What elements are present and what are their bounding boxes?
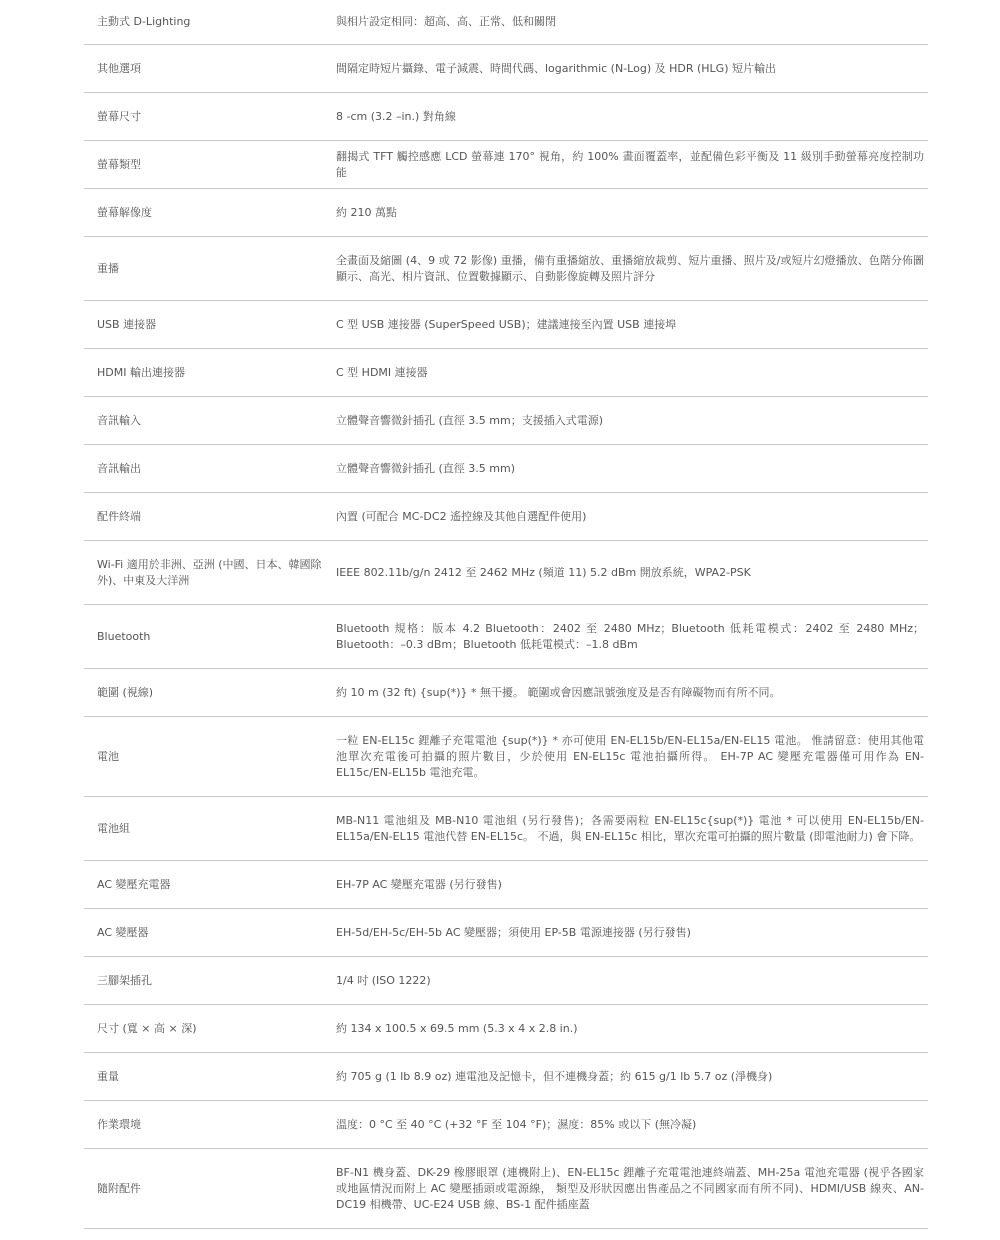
spec-label: Wi-Fi 適用於非洲、亞洲 (中國、日本、韓國除外)、中東及大洋洲 (97, 557, 322, 587)
spec-value: 8 -cm (3.2 –in.) 對角線 (336, 109, 456, 123)
spec-label: 音訊輸入 (97, 413, 141, 427)
spec-label: 音訊輸出 (97, 461, 141, 475)
spec-value: 約 134 x 100.5 x 69.5 mm (5.3 x 4 x 2.8 in.) (336, 1021, 578, 1035)
spec-label: 隨附配件 (97, 1181, 141, 1195)
spec-label: 重量 (97, 1069, 119, 1083)
spec-value: IEEE 802.11b/g/n 2412 至 2462 MHz (頻道 11) 5.2 dBm 開放系統，WPA2-PSK (336, 565, 751, 579)
spec-value: 一粒 EN-EL15c 鋰離子充電電池 {sup(*)} * 亦可使用 EN-EL15b/EN-EL15a/EN-EL15 電池。 惟請留意：使用其他電池單次充電後可拍攝的照片數目，少於使用 EN-EL15c 電池拍攝所得。 EH-7P AC 變壓充電器僅可用作為 EN-EL15c/EN-EL15b 電池充電。 (336, 733, 924, 779)
spec-row (84, 541, 928, 605)
spec-label: 尺寸 (寬 × 高 × 深) (97, 1021, 197, 1035)
spec-row (84, 1101, 928, 1149)
spec-value: 立體聲音響微針插孔 (直徑 3.5 mm) (336, 461, 515, 475)
spec-label: 其他選項 (97, 61, 141, 75)
spec-value: 約 705 g (1 lb 8.9 oz) 連電池及記憶卡，但不連機身蓋；約 615 g/1 lb 5.7 oz (淨機身) (336, 1069, 773, 1083)
spec-row (84, 445, 928, 493)
spec-value: 內置 (可配合 MC-DC2 遙控線及其他自選配件使用) (336, 509, 587, 523)
spec-row (84, 717, 928, 797)
spec-label: AC 變壓器 (97, 925, 149, 939)
spec-label: HDMI 輸出連接器 (97, 365, 185, 379)
spec-label: 配件終端 (97, 509, 141, 523)
spec-row (84, 1149, 928, 1229)
spec-value: C 型 HDMI 連接器 (336, 365, 428, 379)
spec-row (84, 957, 928, 1005)
spec-label: 主動式 D-Lighting (97, 15, 191, 28)
spec-label: 電池 (97, 749, 119, 763)
spec-value: 1/4 吋 (ISO 1222) (336, 973, 431, 987)
spec-row (84, 1053, 928, 1101)
spec-row (84, 397, 928, 445)
spec-row (84, 909, 928, 957)
spec-row (84, 349, 928, 397)
spec-row (84, 93, 928, 141)
spec-label: 作業環境 (97, 1117, 141, 1131)
spec-value: 約 210 萬點 (336, 205, 397, 219)
spec-value: MB-N11 電池組及 MB-N10 電池組 (另行發售)；各需要兩粒 EN-EL15c{sup(*)} 電池 * 可以使用 EN-EL15b/EN-EL15a/EN-EL15 電池代替 EN-EL15c。 不過，與 EN-EL15c 相比，單次充電可拍攝的照片數量 (即電池耐力) 會下降。 (336, 813, 924, 843)
spec-value: Bluetooth 規格：版本 4.2 Bluetooth：2402 至 2480 MHz；Bluetooth 低耗電模式：2402 至 2480 MHz；Bluetooth：–0.3 dBm；Bluetooth 低耗電模式：–1.8 dBm (336, 621, 924, 651)
spec-row (84, 1005, 928, 1053)
spec-row (84, 141, 928, 189)
spec-value: EH-7P AC 變壓充電器 (另行發售) (336, 877, 502, 891)
spec-value: 全畫面及縮圖 (4、9 或 72 影像) 重播，備有重播縮放、重播縮放裁剪、短片重播、照片及/或短片幻燈播放、色階分佈圖顯示、高光、相片資訊、位置數據顯示、自動影像旋轉及照片評分 (336, 253, 924, 283)
spec-row (84, 493, 928, 541)
spec-row (84, 45, 928, 93)
spec-label: 螢幕類型 (97, 157, 141, 171)
spec-row (84, 189, 928, 237)
spec-label: Bluetooth (97, 629, 151, 643)
spec-label: USB 連接器 (97, 317, 157, 331)
spec-value: C 型 USB 連接器 (SuperSpeed USB)；建議連接至內置 USB 連接埠 (336, 317, 677, 331)
spec-label: 螢幕尺寸 (97, 109, 141, 123)
spec-row (84, 237, 928, 301)
spec-row (84, 301, 928, 349)
spec-label: 重播 (97, 261, 119, 275)
spec-label: 範圍 (視線) (97, 685, 154, 699)
spec-label: 螢幕解像度 (97, 205, 152, 219)
spec-label: 三腳架插孔 (97, 973, 152, 987)
spec-value: 立體聲音響微針插孔 (直徑 3.5 mm；支援插入式電源) (336, 413, 603, 427)
spec-label: 電池組 (97, 821, 130, 835)
spec-row (84, 605, 928, 669)
spec-row (84, 669, 928, 717)
spec-row (84, 0, 928, 45)
spec-value: BF-N1 機身蓋、DK-29 橡膠眼罩 (連機附上)、EN-EL15c 鋰離子充電電池連終端蓋、MH-25a 電池充電器 (視乎各國家或地區情況而附上 AC 變壓插頭或電源線， 類型及形狀因應出售產品之不同國家而有所不同)、HDMI/USB 線夾、AN-DC19 相機帶、UC-E24 USB 線、BS-1 配件插座蓋 (336, 1165, 924, 1211)
spec-table (84, 0, 928, 1229)
spec-value: EH-5d/EH-5c/EH-5b AC 變壓器；須使用 EP-5B 電源連接器 (另行發售) (336, 925, 691, 939)
spec-row (84, 797, 928, 861)
spec-value: 翻揭式 TFT 觸控感應 LCD 螢幕連 170° 視角，約 100% 畫面覆蓋率，並配備色彩平衡及 11 級別手動螢幕亮度控制功能 (336, 149, 924, 179)
spec-label: AC 變壓充電器 (97, 877, 171, 891)
spec-value: 與相片設定相同：超高、高、正常、低和關閉 (336, 15, 556, 28)
spec-value: 溫度：0 °C 至 40 °C (+32 °F 至 104 °F)；濕度：85% 或以下 (無冷凝) (336, 1117, 697, 1131)
spec-row (84, 861, 928, 909)
spec-value: 約 10 m (32 ft) {sup(*)} * 無干擾。 範圍或會因應訊號強度及是否有障礙物而有所不同。 (336, 685, 781, 699)
spec-value: 間隔定時短片攝錄、電子減震、時間代碼、logarithmic (N-Log) 及 HDR (HLG) 短片輸出 (336, 61, 776, 75)
